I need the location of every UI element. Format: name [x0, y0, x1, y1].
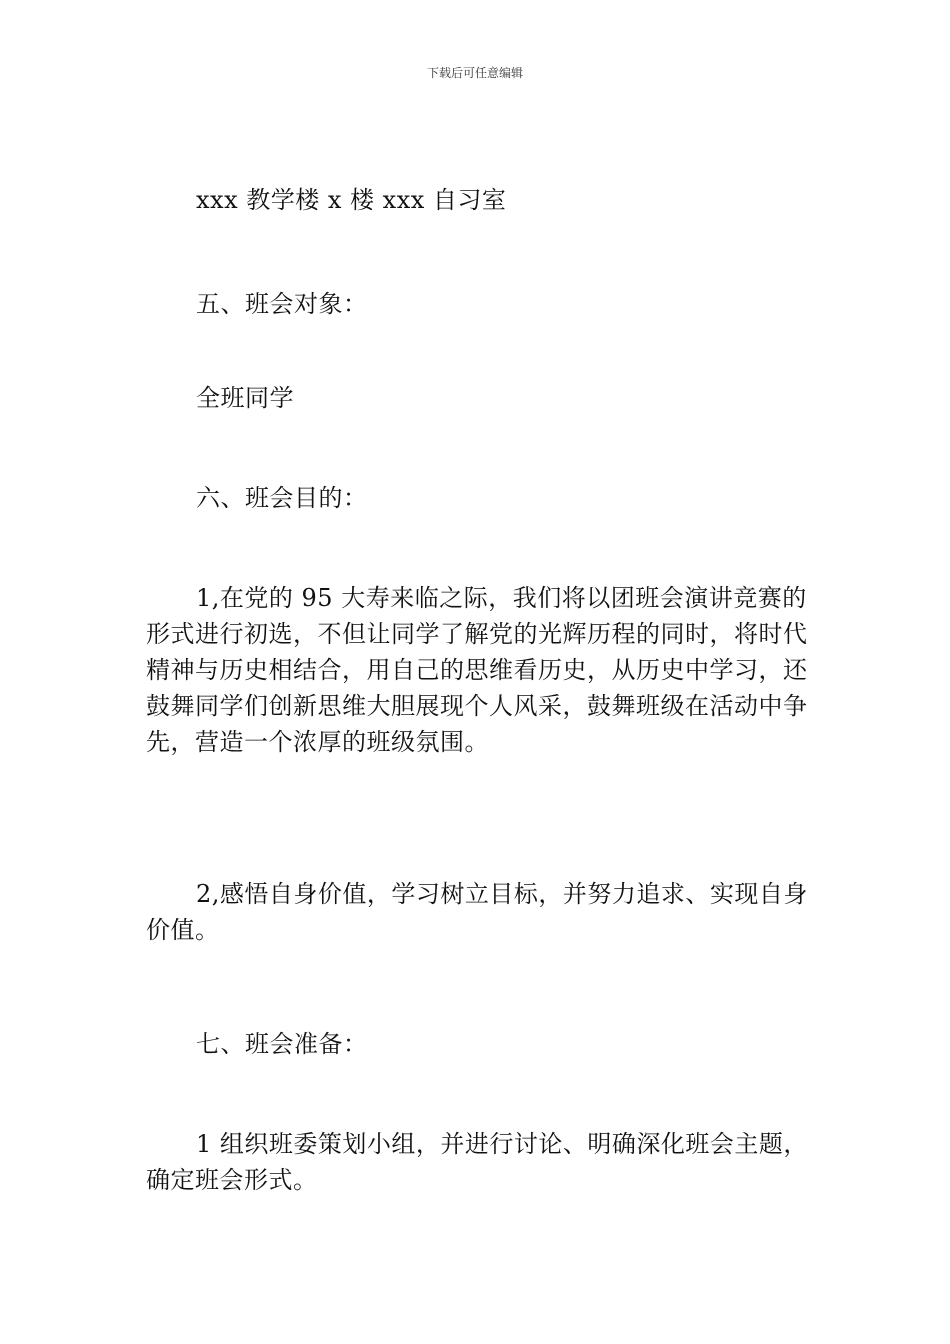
audience-text: 全班同学	[196, 384, 294, 412]
page-header-note: 下载后可任意编辑	[426, 66, 523, 80]
section-heading-audience: 五、班会对象：	[196, 290, 368, 318]
section-heading-purpose: 六、班会目的：	[196, 484, 368, 512]
purpose-item-1: 1,在党的 95 大寿来临之际，我们将以团班会演讲竞赛的形式进行初选，不但让同学了解党的光辉历程的同时，将时代精神与历史相结合，用自己的思维看历史，从历史中学习，还鼓舞同学们创新思维大胆展现个人风采，鼓舞班级在活动中争先，营造一个浓厚的班级氛围。	[146, 584, 808, 756]
purpose-item-2: 2,感悟自身价值，学习树立目标，并努力追求、实现自身价值。	[146, 880, 808, 944]
preparation-item-1: 1 组织班委策划小组，并进行讨论、明确深化班会主题，确定班会形式。	[146, 1130, 808, 1194]
section-heading-preparation: 七、班会准备：	[196, 1030, 368, 1058]
location-text: xxx 教学楼 x 楼 xxx 自习室	[196, 186, 507, 214]
